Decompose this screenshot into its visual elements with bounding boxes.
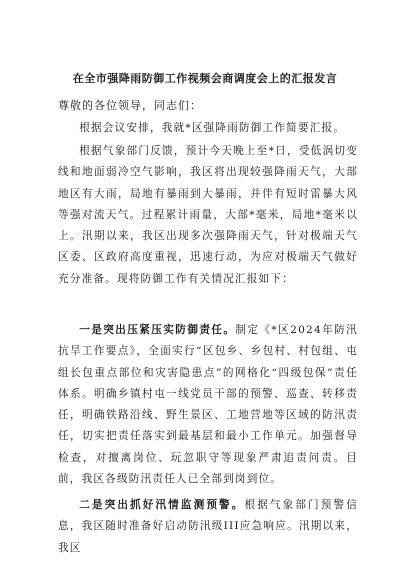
greeting: 尊敬的各位领导，同志们： [58, 99, 202, 112]
document-title: 在全市强降雨防御工作视频会商调度会上的汇报发言 [72, 72, 338, 85]
paragraph-responsibility [58, 320, 358, 490]
paragraph-weather [58, 141, 358, 290]
paragraph-intro-text: 根据会议安排，我就*区强降雨防御工作简要汇报。 [79, 122, 346, 134]
paragraph-responsibility-text: 制定《*区2024年防汛抗旱工作要点》，全面实行“区包乡、乡包村、村包组、屯组长包重点部位和灾害隐患点”的网格化“四级包保”责任体系。明确乡镇村屯一线党员干部的预警、巡查、转移责任，明确铁路沿线、野生景区、工地营地等区域的防汛责任，切实把责任落实到最基层和最小工作单元。加强督导检查，对擅离岗位、玩忽职守等现象严肃追责问责。目前，我区各级防汛责任人已全部到岗到位。 [58, 324, 358, 486]
paragraph-monitoring [58, 495, 358, 559]
paragraph-weather-text: 根据气象部门反馈，预计今天晚上至*日，受低涡切变线和地面弱冷空气影响，我区将出现较强降雨天气，大部地区有大雨，局地有暴雨到大暴雨，并伴有短时雷暴大风等强对流天气。过程累计雨量，大部*毫米，局地*毫米以上。汛期以来，我区出现多次强降雨天气，针对极端天气区委、区政府高度重视，迅速行动，为应对极端天气做好充分准备。现将防御工作有关情况汇报如下： [58, 145, 358, 285]
section-heading-responsibility: 一是突出压紧压实防御责任。 [79, 324, 236, 336]
paragraph-intro [58, 118, 358, 139]
paragraph-monitoring-text: 根据气象部门预警信息，我区随时准备好启动防汛级III应急响应。汛期以来，我区 [58, 499, 358, 554]
section-heading-monitoring: 二是突出抓好汛情监测预警。 [79, 499, 245, 511]
